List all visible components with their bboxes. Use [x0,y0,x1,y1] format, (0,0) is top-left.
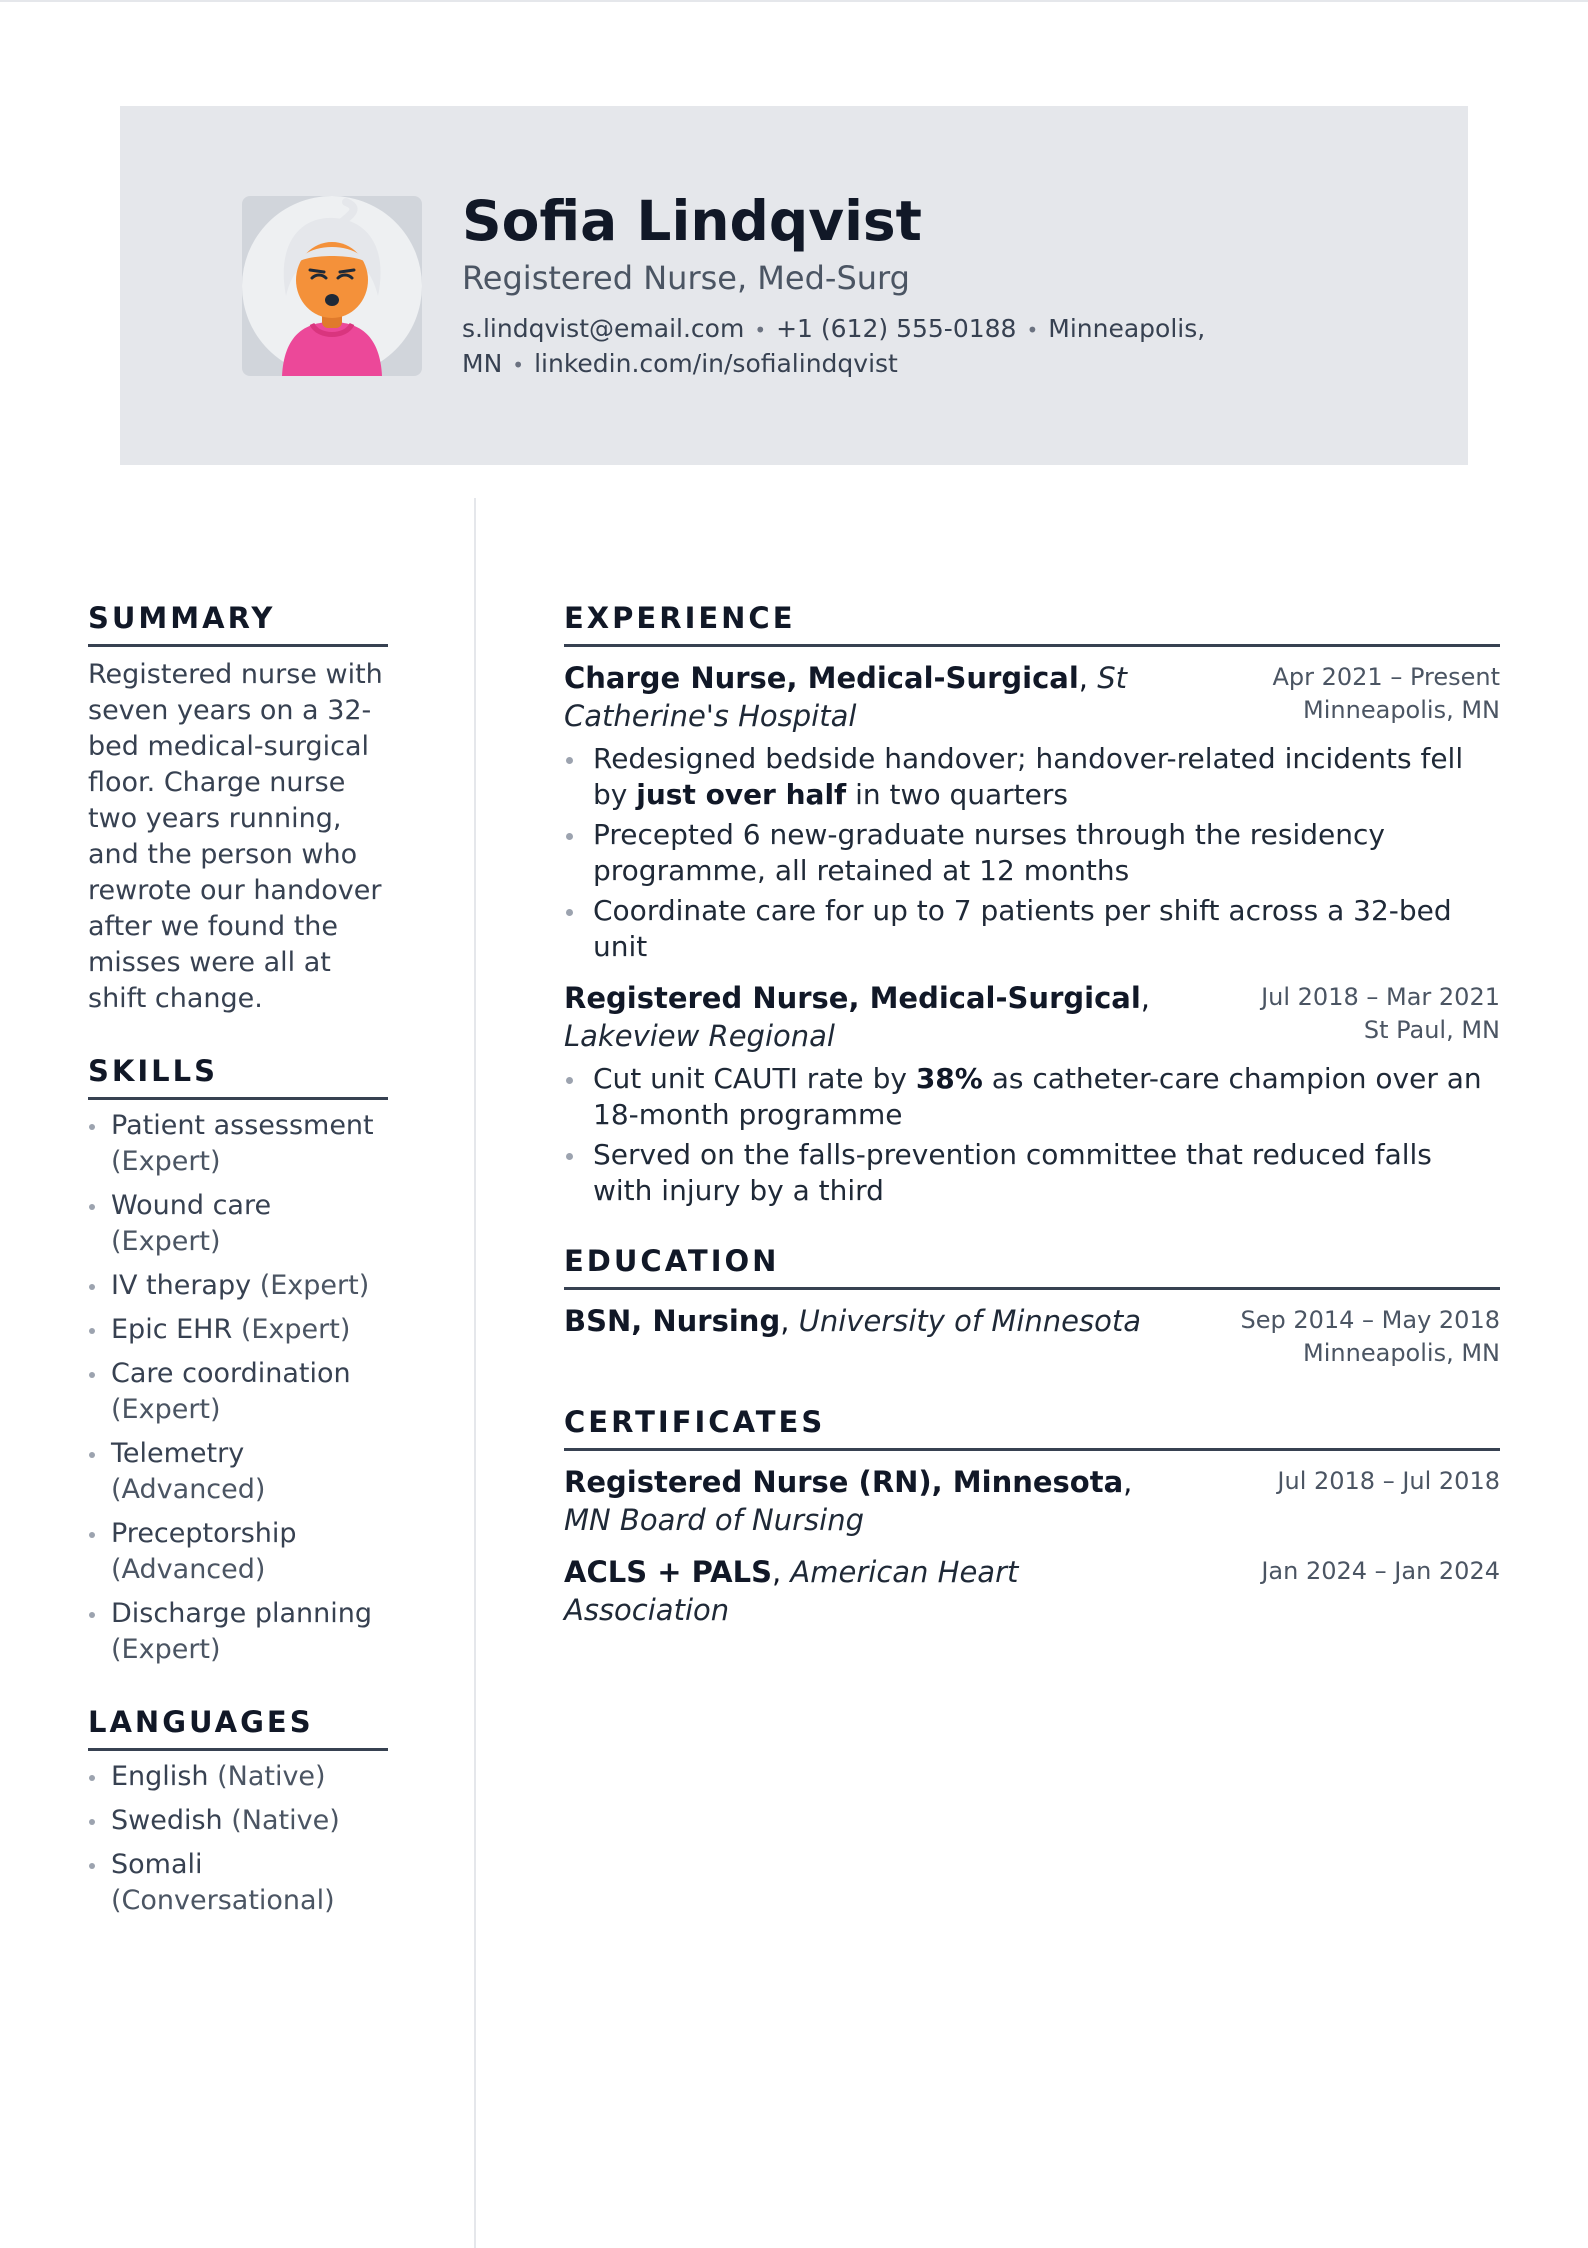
person-avatar-icon [242,196,422,376]
sidebar [88,596,388,1927]
certificate-title: ACLS + PALS [564,1555,772,1589]
skills-heading: SKILLS [88,1049,388,1100]
skill-level: (Advanced) [111,1474,266,1505]
skill-name: Epic EHR [111,1314,233,1345]
email-link[interactable]: s.lindqvist@email.com [462,314,745,343]
language-item [88,1847,388,1919]
skill-level: (Expert) [240,1314,351,1345]
summary-heading: SUMMARY [88,596,388,647]
employer-name: St Catherine's Hospital [564,661,1127,733]
entry-meta [1240,1304,1500,1370]
skill-name: Care coordination [111,1358,351,1389]
language-name: Somali [111,1849,203,1880]
skill-item [88,1596,388,1668]
achievement-item: Precepted 6 new-graduate nurses through the residency programme, all retained at 12 months [564,817,1500,889]
languages-list [88,1759,388,1919]
issuer-name: MN Board of Nursing [564,1503,865,1537]
entry-title: Charge Nurse, Medical-Surgical, St Catherine's Hospital [564,661,1127,733]
entry-title: ACLS + PALS, American Heart Association [564,1555,1019,1627]
entry-meta [1261,981,1500,1047]
phone-text: +1 (612) 555-0188 [776,314,1017,343]
entry-dates: Apr 2021 – Present [1272,663,1500,691]
entry-title: Registered Nurse (RN), Minnesota, MN Board of Nursing [564,1465,1133,1537]
skill-item [88,1312,388,1348]
issuer-name: American Heart Association [564,1555,1019,1627]
achievement-item: Cut unit CAUTI rate by 38% as catheter-care champion over an 18-month programme [564,1061,1500,1133]
job-title: Registered Nurse, Medical-Surgical [564,981,1141,1015]
skill-name: Discharge planning [111,1598,372,1629]
experience-entry [564,979,1500,1209]
certificate-entry [564,1463,1500,1539]
candidate-name: Sofia Lindqvist [462,189,922,253]
education-heading: EDUCATION [564,1239,1500,1290]
column-divider [474,498,476,2248]
skill-item [88,1436,388,1508]
language-level: (Conversational) [111,1885,335,1916]
entry-location: Minneapolis, MN [1303,1339,1500,1367]
entry-dates: Jan 2024 – Jan 2024 [1261,1557,1500,1585]
entry-title: Registered Nurse, Medical-Surgical, Lakeview Regional [564,981,1150,1053]
skill-level: (Expert) [259,1270,370,1301]
skill-level: (Expert) [111,1146,221,1177]
language-name: Swedish [111,1805,223,1836]
skill-item [88,1108,388,1180]
language-level: (Native) [231,1805,340,1836]
entry-meta [1272,661,1500,727]
top-divider [0,0,1588,2]
skill-level: (Expert) [111,1394,221,1425]
skill-item [88,1356,388,1428]
separator: • [754,318,767,342]
skill-item [88,1268,388,1304]
language-level: (Native) [217,1761,326,1792]
entry-dates: Jul 2018 – Jul 2018 [1277,1467,1500,1495]
achievement-item: Redesigned bedside handover; handover-related incidents fell by just over half in two quarters [564,741,1500,813]
achievement-list [564,741,1500,965]
language-item [88,1803,388,1839]
skill-name: Patient assessment [111,1110,374,1141]
entry-meta [1277,1465,1500,1498]
achievement-list [564,1061,1500,1209]
location-text: Minneapolis, MN [462,314,1206,378]
language-name: English [111,1761,209,1792]
resume-header [120,106,1468,465]
skill-level: (Advanced) [111,1554,266,1585]
achievement-item: Served on the falls-prevention committee that reduced falls with injury by a third [564,1137,1500,1209]
language-item [88,1759,388,1795]
skill-name: Wound care [111,1190,272,1221]
separator: • [1026,318,1039,342]
experience-heading: EXPERIENCE [564,596,1500,647]
degree-title: BSN, Nursing [564,1304,781,1338]
institution-name: University of Minnesota [798,1304,1141,1338]
linkedin-link[interactable]: linkedin.com/in/sofialindqvist [534,349,898,378]
job-title: Charge Nurse, Medical-Surgical [564,661,1079,695]
skill-level: (Expert) [111,1226,221,1257]
certificate-title: Registered Nurse (RN), Minnesota [564,1465,1124,1499]
entry-dates: Sep 2014 – May 2018 [1240,1306,1500,1334]
languages-heading: LANGUAGES [88,1700,388,1751]
skill-level: (Expert) [111,1634,221,1665]
skill-item [88,1516,388,1588]
entry-location: St Paul, MN [1363,1016,1500,1044]
skill-name: Preceptorship [111,1518,297,1549]
summary-text: Registered nurse with seven years on a 32-bed medical-surgical floor. Charge nurse two years running, and the person who rewrote our handover after we found the misses were all at shift change. [88,659,383,1014]
skill-item [88,1188,388,1260]
certificates-heading: CERTIFICATES [564,1400,1500,1451]
candidate-role: Registered Nurse, Med-Surg [462,259,910,297]
entry-meta [1261,1555,1500,1588]
skill-name: IV therapy [111,1270,252,1301]
separator: • [512,353,525,377]
contact-info [462,312,1242,382]
main-column [564,596,1500,1629]
skills-list [88,1108,388,1668]
entry-location: Minneapolis, MN [1303,696,1500,724]
education-entry [564,1302,1500,1374]
entry-dates: Jul 2018 – Mar 2021 [1261,983,1500,1011]
skill-name: Telemetry [111,1438,245,1469]
experience-entry [564,659,1500,965]
achievement-item: Coordinate care for up to 7 patients per shift across a 32-bed unit [564,893,1500,965]
entry-title: BSN, Nursing, University of Minnesota [564,1304,1141,1338]
employer-name: Lakeview Regional [564,1019,835,1053]
certificate-entry [564,1553,1500,1629]
